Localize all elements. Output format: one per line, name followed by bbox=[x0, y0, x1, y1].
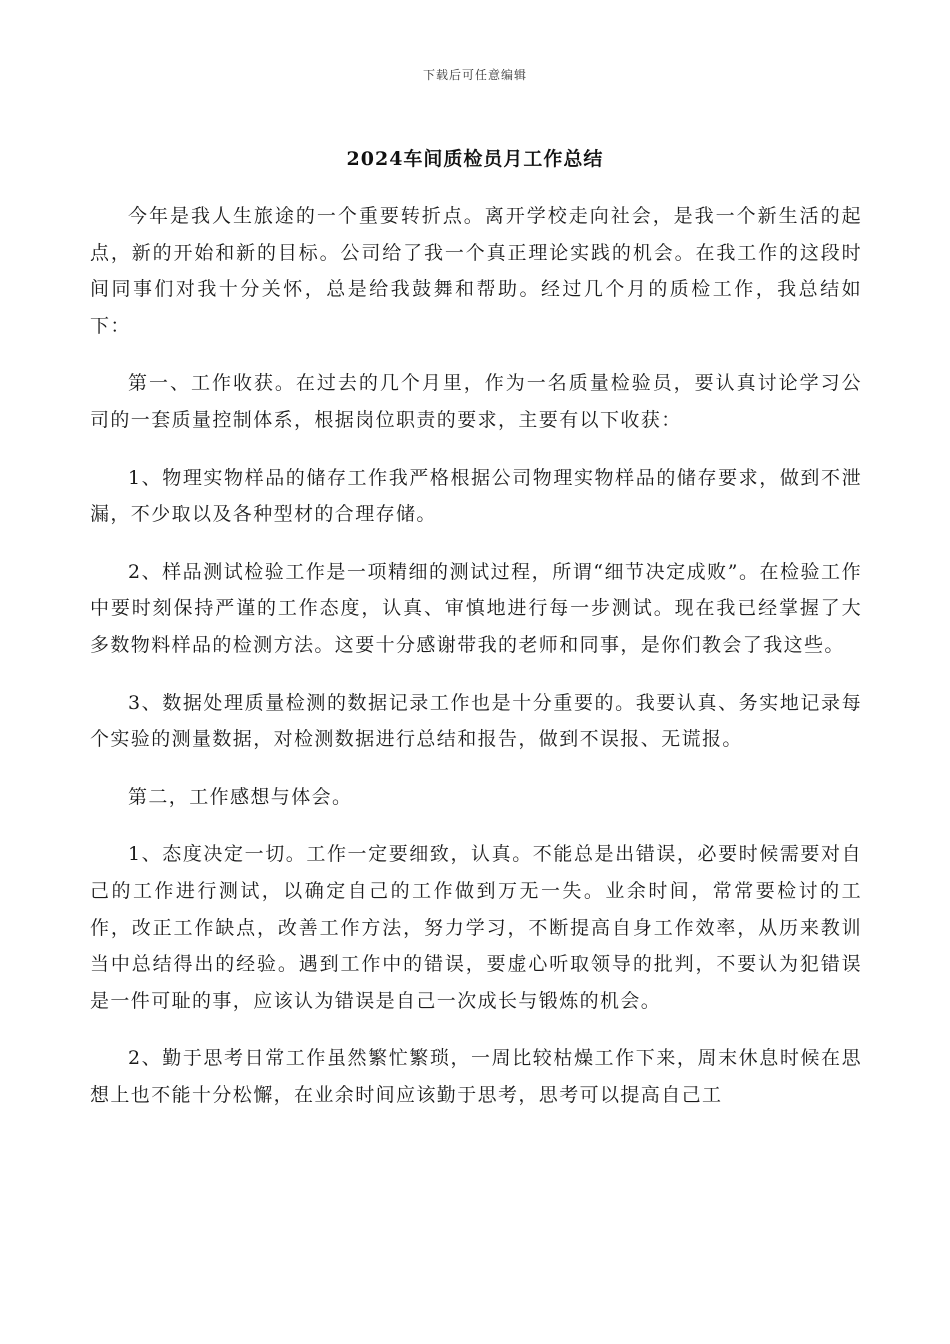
paragraph-intro: 今年是我人生旅途的一个重要转折点。离开学校走向社会，是我一个新生活的起点，新的开始和新的目标。公司给了我一个真正理论实践的机会。在我工作的这段时间同事们对我十分关怀，总是给我鼓舞和帮助。经过几个月的质检工作，我总结如下： bbox=[90, 205, 862, 337]
paragraph-section-1: 第一、工作收获。在过去的几个月里，作为一名质量检验员，要认真讨论学习公司的一套质量控制体系，根据岗位职责的要求，主要有以下收获： bbox=[90, 372, 862, 431]
paragraph-section-2: 第二，工作感想与体会。 bbox=[128, 785, 353, 808]
paragraph-item-1-1: 1、物理实物样品的储存工作我严格根据公司物理实物样品的储存要求，做到不泄漏，不少取以及各种型材的合理存储。 bbox=[90, 466, 862, 526]
document-title: 2024车间质检员月工作总结 bbox=[346, 148, 604, 170]
paragraph-item-1-3: 3、数据处理质量检测的数据记录工作也是十分重要的。我要认真、务实地记录每个实验的测量数据，对检测数据进行总结和报告，做到不误报、无谎报。 bbox=[90, 691, 862, 751]
document-body bbox=[90, 198, 862, 1134]
paragraph-item-1-2: 2、样品测试检验工作是一项精细的测试过程，所谓“细节决定成败”。在检验工作中要时刻保持严谨的工作态度，认真、审慎地进行每一步测试。现在我已经掌握了大多数物料样品的检测方法。这要十分感谢带我的老师和同事，是你们教会了我这些。 bbox=[90, 560, 862, 656]
header-note: 下载后可任意编辑 bbox=[422, 68, 527, 82]
paragraph-item-2-1: 1、态度决定一切。工作一定要细致，认真。不能总是出错误，必要时候需要对自己的工作进行测试，以确定自己的工作做到万无一失。业余时间，常常要检讨的工作，改正工作缺点，改善工作方法，努力学习，不断提高自身工作效率，从历来教训当中总结得出的经验。遇到工作中的错误，要虚心听取领导的批判，不要认为犯错误是一件可耻的事，应该认为错误是自己一次成长与锻炼的机会。 bbox=[90, 843, 862, 1012]
paragraph-item-2-2: 2、勤于思考日常工作虽然繁忙繁琐，一周比较枯燥工作下来，周末休息时候在思想上也不能十分松懈，在业余时间应该勤于思考，思考可以提高自己工 bbox=[90, 1047, 862, 1106]
